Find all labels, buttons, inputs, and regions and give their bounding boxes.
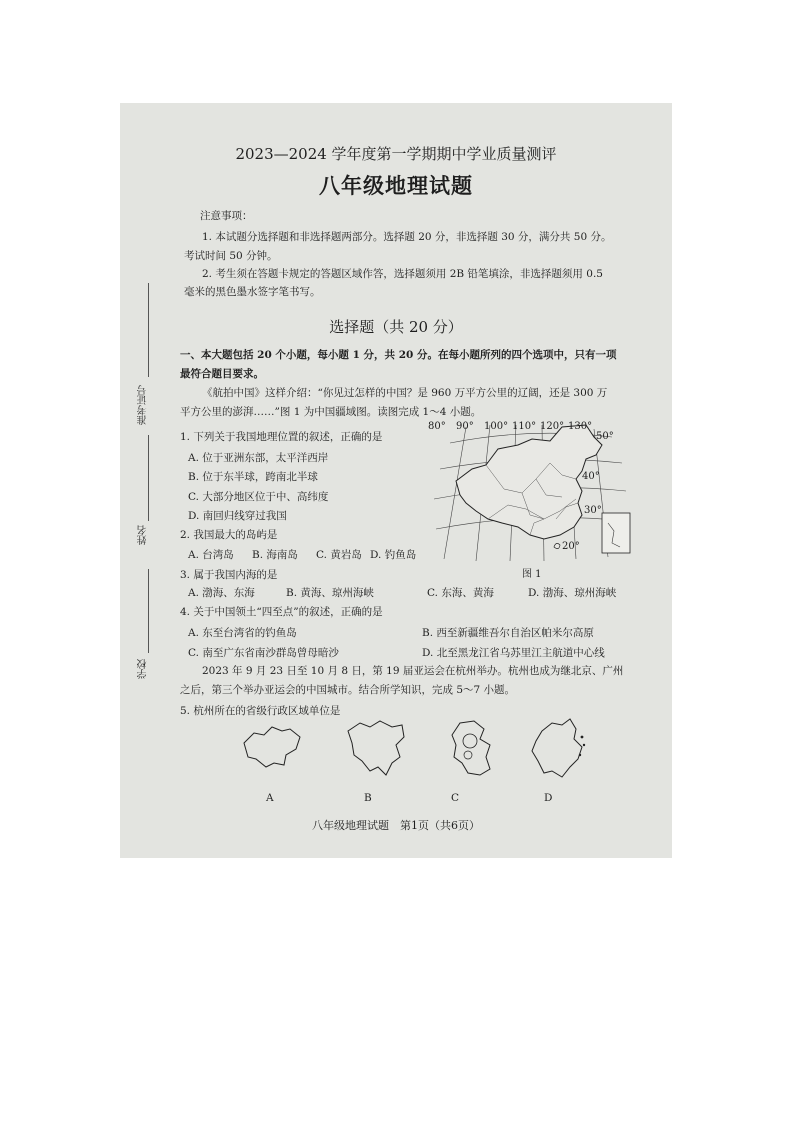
province-outline-a [238,721,306,773]
page-footer: 八年级地理试题 第1页（共6页） [312,819,480,832]
exam-subject-title: 八年级地理试题 [319,173,473,198]
intro2-line-2: 之后，第三个举办亚运会的中国城市。结合所学知识，完成 5～7 小题。 [180,684,516,696]
name-line [148,435,149,521]
q2-option-d: D. 钓鱼岛 [370,549,417,561]
q2-stem: 2. 我国最大的岛屿是 [180,529,278,541]
section-instruction-a: 一、本大题包括 20 个小题，每小题 1 分，共 20 分。在每小题所列的四个选项中，只有一项 [180,349,617,361]
school-line [148,569,149,653]
section-instruction-b: 最符合题目要求。 [180,368,264,380]
lon-label-100: 100° [484,421,509,432]
q5-label-a: A [266,792,274,804]
notice-heading: 注意事项： [200,210,253,222]
notice-item-2b: 毫米的黑色墨水签字笔书写。 [184,286,321,298]
china-outline [456,425,602,539]
q5-stem: 5. 杭州所在的省级行政区域单位是 [180,705,341,717]
province-outline-d [528,715,590,779]
q5-label-b: B [364,792,372,804]
lon-label-120: 120° [540,421,565,432]
lat-label-30: 30° [584,505,602,516]
intro-line-2: 平方公里的澎湃……”图 1 为中国疆域图。读图完成 1～4 小题。 [180,406,482,418]
lon-label-80: 80° [428,421,446,432]
q2-option-b: B. 海南岛 [252,549,298,561]
exam-id-label: 准考证号 [138,385,149,425]
q1-stem: 1. 下列关于我国地理位置的叙述，正确的是 [180,431,383,443]
lon-label-110: 110° [512,421,537,432]
province-outline-b [340,717,410,779]
q4-option-c: C. 南至广东省南沙群岛曾母暗沙 [188,647,339,659]
intro-line-1: 《航拍中国》这样介绍：“你见过怎样的中国？是 960 万平方公里的辽阔，还是 300 万 [202,387,608,399]
exam-paper [120,103,672,858]
q4-option-b: B. 西至新疆维吾尔自治区帕米尔高原 [422,627,594,639]
q2-option-a: A. 台湾岛 [188,549,234,561]
notice-item-2a: 2. 考生须在答题卡规定的答题区域作答，选择题须用 2B 铅笔填涂，非选择题须用 0.5 [202,268,603,280]
school-label: 学校 [138,659,149,679]
hainan-island [554,543,560,548]
q1-option-d: D. 南回归线穿过我国 [188,510,287,522]
q4-stem: 4. 关于中国领土“四至点”的叙述，正确的是 [180,606,383,618]
lon-label-90: 90° [456,421,474,432]
map-caption: 图 1 [522,569,542,580]
q1-option-c: C. 大部分地区位于中、高纬度 [188,491,329,503]
lon-label-130: 130° [568,421,593,432]
q3-option-d: D. 渤海、琼州海峡 [528,587,617,599]
lat-label-50: 50° [596,431,614,442]
lat-label-20: 20° [562,541,580,552]
section-title: 选择题（共 20 分） [329,318,463,336]
q5-label-c: C [451,792,460,804]
q5-label-d: D [544,792,553,804]
exam-session-title: 2023—2024 学年度第一学期期中学业质量测评 [235,145,557,163]
notice-item-1b: 考试时间 50 分钟。 [184,250,278,262]
q3-stem: 3. 属于我国内海的是 [180,569,278,581]
name-label: 姓名 [138,525,149,545]
q1-option-b: B. 位于东半球，跨南北半球 [188,471,318,483]
intro2-line-1: 2023 年 9 月 23 日至 10 月 8 日，第 19 届亚运会在杭州举办。杭州也成为继北京、广州 [202,665,624,677]
lat-label-40: 40° [582,471,600,482]
province-outline-c [446,717,498,779]
q3-option-b: B. 黄海、琼州海峡 [286,587,374,599]
q1-option-a: A. 位于亚洲东部，太平洋西岸 [188,452,329,464]
q3-option-a: A. 渤海、东海 [188,587,255,599]
q4-option-a: A. 东至台湾省的钓鱼岛 [188,627,297,639]
q4-option-d: D. 北至黑龙江省乌苏里江主航道中心线 [422,647,605,659]
south-china-sea-inset [602,513,630,553]
notice-item-1a: 1. 本试题分选择题和非选择题两部分。选择题 20 分，非选择题 30 分，满分共 50 分。 [202,231,612,243]
q3-option-c: C. 东海、黄海 [427,587,494,599]
q2-option-c: C. 黄岩岛 [316,549,362,561]
